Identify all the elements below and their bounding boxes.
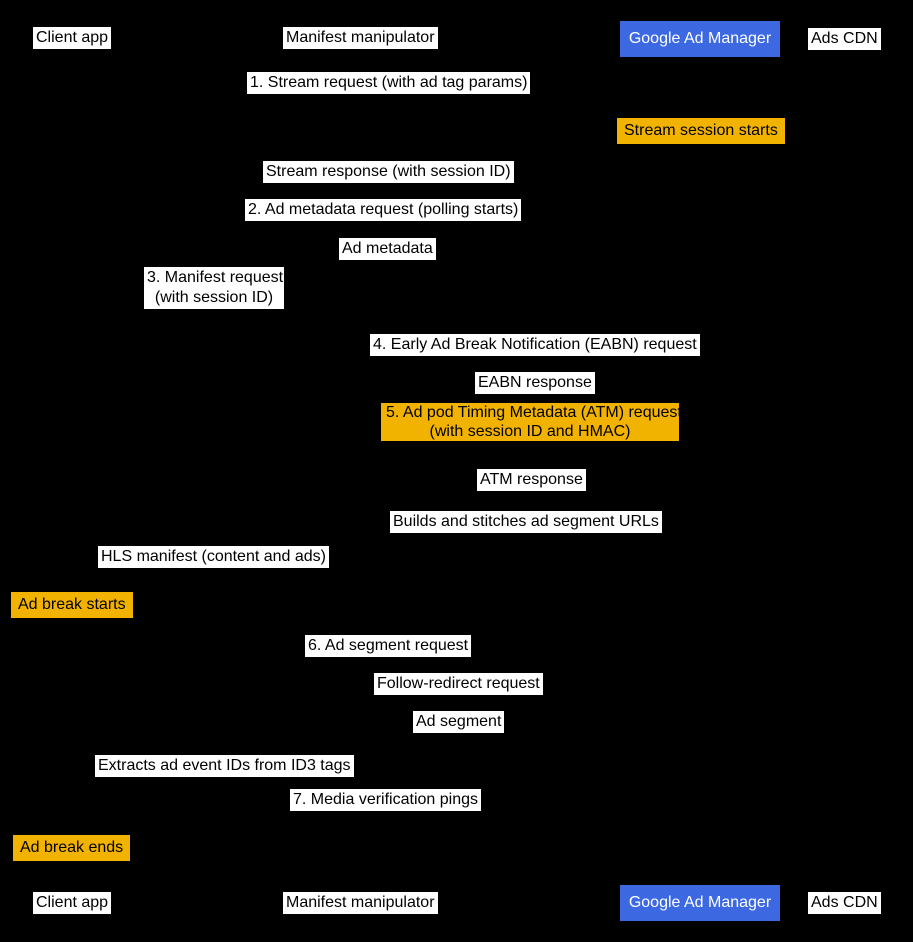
- message-media-verification-pings: 7. Media verification pings: [290, 789, 481, 811]
- note-stream-session-starts: Stream session starts: [617, 118, 785, 144]
- note-ad-break-starts: Ad break starts: [11, 592, 133, 618]
- message-ad-metadata: Ad metadata: [339, 238, 436, 260]
- note-extracts-id3-tags: Extracts ad event IDs from ID3 tags: [95, 755, 354, 777]
- actor-bottom-client-app: Client app: [33, 892, 111, 914]
- message-manifest-request-line2: (with session ID): [154, 289, 274, 306]
- message-manifest-request: [144, 267, 284, 309]
- actor-top-google-ad-manager: Google Ad Manager: [620, 21, 780, 57]
- message-follow-redirect-request: Follow-redirect request: [374, 673, 543, 695]
- note-builds-and-stitches: Builds and stitches ad segment URLs: [390, 511, 662, 533]
- note-ad-break-ends: Ad break ends: [13, 835, 130, 861]
- actor-top-ads-cdn: Ads CDN: [808, 28, 881, 50]
- message-atm-request-highlighted: [381, 403, 682, 441]
- message-eabn-response: EABN response: [475, 372, 595, 394]
- message-atm-request-line2: (with session ID and HMAC): [429, 423, 631, 440]
- message-stream-request: 1. Stream request (with ad tag params): [247, 72, 530, 94]
- message-ad-metadata-request: 2. Ad metadata request (polling starts): [245, 199, 521, 221]
- message-manifest-request-line1: 3. Manifest request: [147, 269, 284, 286]
- actor-bottom-manifest-manipulator: Manifest manipulator: [283, 892, 438, 914]
- message-atm-request-line1: 5. Ad pod Timing Metadata (ATM) request: [386, 404, 682, 421]
- actor-top-client-app: Client app: [33, 27, 111, 49]
- message-stream-response: Stream response (with session ID): [263, 161, 514, 183]
- actor-top-manifest-manipulator: Manifest manipulator: [283, 27, 438, 49]
- message-ad-segment-request: 6. Ad segment request: [305, 635, 471, 657]
- message-hls-manifest: HLS manifest (content and ads): [98, 546, 329, 568]
- actor-bottom-ads-cdn: Ads CDN: [808, 892, 881, 914]
- message-ad-segment: Ad segment: [413, 711, 504, 733]
- message-atm-response: ATM response: [477, 469, 586, 491]
- message-eabn-request: 4. Early Ad Break Notification (EABN) request: [370, 334, 700, 356]
- actor-bottom-google-ad-manager: Google Ad Manager: [620, 885, 780, 921]
